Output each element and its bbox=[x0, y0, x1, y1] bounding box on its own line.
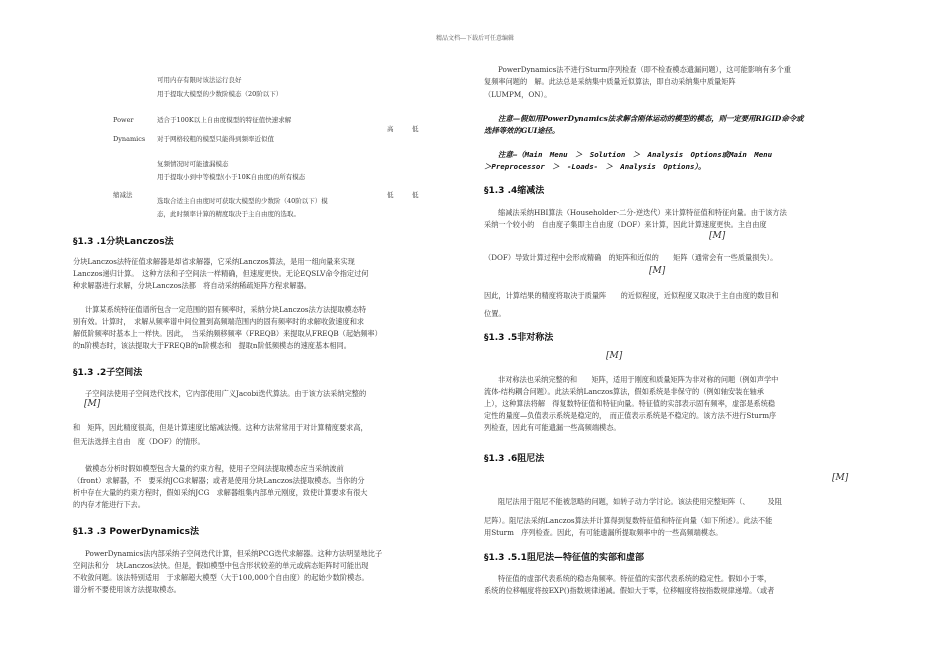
matrix-symbol: [M] bbox=[832, 473, 849, 483]
paragraph-line: 非对称法也采纳完整的和 矩阵，适用于刚度和质量矩阵为非对称的问题（例如声学中 bbox=[498, 375, 779, 384]
paragraph-line: 但无法选择主自由 度（DOF）的情形。 bbox=[73, 437, 205, 446]
paragraph-line: 特征值的虚部代表系统的稳态角频率。特征值的实部代表系统的稳定性。假如小于零， bbox=[498, 574, 772, 583]
paragraph-line: 不收敛问题。该法特别适用 于求解超大模型（大于100,000个自由度）的起始少数阶模态。 bbox=[73, 573, 369, 582]
paragraph-line: （front）求解器，不 要采纳JCG求解器；或者是使用分块Lanczos法提取模态。当你的分 bbox=[73, 476, 365, 485]
paragraph-line: 系统的位移幅度将按EXP()指数规律递减。假如大于零，位移幅度将按指数规律递增。（或者 bbox=[484, 586, 775, 595]
section-heading: §1.3 .2子空间法 bbox=[73, 368, 143, 378]
section-heading: §1.3 .4缩减法 bbox=[484, 186, 545, 196]
paragraph-line: PowerDynamics法不进行Sturm序列检查（即不检查模态遗漏问题），这可能影响有多个重 bbox=[498, 65, 791, 74]
paragraph-line: 定性的量度—负值表示系统是稳定的， 而正值表示系统是不稳定的。该方法不进行Sturm序 bbox=[484, 411, 777, 420]
table-cell: 态，此时频率计算的精度取决于主自由度的选取。 bbox=[157, 210, 300, 218]
matrix-symbol: [M] bbox=[84, 399, 101, 409]
matrix-symbol: [M] bbox=[709, 231, 726, 241]
section-heading: §1.3 .3 PowerDynamics法 bbox=[73, 527, 200, 537]
matrix-symbol: [M] bbox=[649, 266, 666, 276]
paragraph-line: （DOF）导致计算过程中会形成精确 的矩阵和近似的 矩阵（通常会有一些质量损失）。 bbox=[484, 253, 778, 262]
table-cell: 低 bbox=[412, 191, 419, 199]
paragraph-line: 做模态分析时假如模型包含大量的约束方程，使用子空间法提取模态应当采纳波前 bbox=[85, 464, 344, 473]
paragraph-line: 列检查，因此有可能遗漏一些高频端模态。 bbox=[484, 423, 621, 432]
table-method-name: 缩减法 bbox=[113, 191, 133, 199]
page-header: 精品文档---下载后可任意编辑 bbox=[435, 35, 515, 42]
section-heading: §1.3 .1分块Lanczos法 bbox=[73, 237, 174, 247]
matrix-symbol: [M] bbox=[606, 351, 623, 361]
section-heading: §1.3 .5非对称法 bbox=[484, 333, 554, 343]
paragraph-line: 的n阶模态时，该法提取大于FREQB的n阶模态和 提取n阶低频模态的速度基本相同。 bbox=[73, 341, 351, 350]
table-cell: 用于提取大模型的少数阶模态（20阶以下） bbox=[157, 90, 283, 98]
table-cell: 复频情况时可能遗漏模态 bbox=[157, 160, 229, 168]
table-cell: 低 bbox=[412, 125, 419, 133]
paragraph-line: 和 矩阵，因此精度很高，但是计算速度比缩减法慢。这种方法常常用于对计算精度要求高， bbox=[73, 423, 368, 432]
paragraph-line: 因此，计算结果的精度将取决于质量阵 的近似程度，近似程度又取决于主自由度的数目和 bbox=[484, 291, 779, 300]
table-cell: 选取合适主自由度时可获取大模型的少数阶（40阶以下）模 bbox=[157, 197, 328, 205]
section-heading: §1.3 .5.1阻尼法—特征值的实部和虚部 bbox=[484, 553, 644, 563]
note-line: ＞Preprocessor ＞ -Loads- ＞ Analysis Options）。 bbox=[484, 162, 706, 171]
paragraph-line: 计算某系统特征值谱所包含一定范围的固有频率时，采纳分块Lanczos法方法提取模态特 bbox=[85, 305, 367, 314]
paragraph-line: 流体-结构耦合问题）。此法采纳Lanczos算法，假如系统是非保守的（例如轴安装在轴承 bbox=[484, 387, 764, 396]
table-method-name: Power bbox=[113, 116, 134, 124]
paragraph-line: 分块Lanczos法特征值求解器是却省求解器，它采纳Lanczos算法，是用一组向量来实现 bbox=[73, 257, 355, 266]
paragraph-line: 种求解器进行求解，分块Lanczos法都 将自动采纳稀疏矩阵方程求解器。 bbox=[73, 281, 311, 290]
paragraph-line: 采纳一个较小的 自由度子集即主自由度（DOF）来计算，因此计算速度更快。主自由度 bbox=[484, 220, 767, 229]
paragraph-line: 析中存在大量的约束方程时，假如采纳JCG 求解器组集内部单元刚度，致使计算要求有很大 bbox=[73, 488, 368, 497]
paragraph-line: PowerDynamics法内部采纳子空间迭代计算，但采纳PCG迭代求解器。这种方法明显地比子 bbox=[85, 549, 383, 558]
note-line: 注意—假如用PowerDynamics法求解含刚体运动的模型的模态，则一定要用RIGID命令或 bbox=[498, 114, 804, 123]
table-cell: 适合于100K以上自由度模型的特征值快速求解 bbox=[157, 116, 292, 124]
paragraph-line: 位置。 bbox=[484, 309, 506, 318]
paragraph-line: Lanczos递归计算。 这种方法和子空间法一样精确，但速度更快。无论EQSLV命令指定过何 bbox=[73, 269, 369, 278]
table-cell: 用于提取小到中等模型(小于10K自由度)的所有模态 bbox=[157, 173, 306, 181]
note-line: 注意—（Main Menu ＞ Solution ＞ Analysis Options或Main Menu bbox=[498, 150, 773, 159]
section-heading: §1.3 .6阻尼法 bbox=[484, 454, 545, 464]
table-cell: 高 bbox=[387, 125, 394, 133]
paragraph-line: 复频率问题的 解。此法总是采纳集中质量近似算法，即自动采纳集中质量矩阵 bbox=[484, 77, 736, 86]
table-cell: 低 bbox=[387, 191, 394, 199]
paragraph-line: 解低阶频率时基本上一样快。因此， 当采纳频移频率（FREQB）来提取从FREQB（起始频率） bbox=[73, 329, 382, 338]
paragraph-line: 谱分析不要使用该方法提取模态。 bbox=[73, 585, 181, 594]
table-cell: 可用内存有限时该法运行良好 bbox=[157, 76, 242, 84]
paragraph-line: 上），这种算法将解 得复数特征值和特征向量。特征值的实部表示固有频率，虚部是系统稳 bbox=[484, 399, 776, 408]
note-line: 选择等效的GUI途径。 bbox=[484, 126, 560, 135]
paragraph-line: 尼阵）。阻尼法采纳Lanczos算法并计算得到复数特征值和特征向量（如下所述）。此法不能 bbox=[484, 516, 773, 525]
paragraph-line: （LUMPM，ON）。 bbox=[484, 90, 552, 99]
paragraph-line: 缩减法采纳HBI算法（Householder-二分-逆迭代）来计算特征值和特征向量。由于该方法 bbox=[498, 208, 787, 217]
paragraph-line: 用Sturm 序列检查。因此，有可能遗漏所提取频率中的一些高频端模态。 bbox=[484, 528, 723, 537]
paragraph-line: 别有效。计算时， 求解从频率谱中间位置到高频端范围内的固有频率时的求解收敛速度和求 bbox=[73, 317, 365, 326]
paragraph-line: 子空间法使用子空间迭代技术，它内部使用广义Jacobi迭代算法。由于该方法采纳完整的 bbox=[85, 389, 367, 398]
paragraph-line: 空间法和分 块Lanczos法快。但是，假如模型中包含形状较差的单元或病态矩阵时可能出现 bbox=[73, 561, 369, 570]
paragraph-line: 阻尼法用于阻尼不能被忽略的问题，如转子动力学讨论。该法使用完整矩阵（、 及阻 bbox=[498, 497, 782, 506]
table-method-name: Dynamics bbox=[113, 135, 146, 143]
table-cell: 对于网格较粗的模型只能得到频率近似值 bbox=[157, 135, 274, 143]
paragraph-line: 的内存才能进行下去。 bbox=[73, 500, 145, 509]
